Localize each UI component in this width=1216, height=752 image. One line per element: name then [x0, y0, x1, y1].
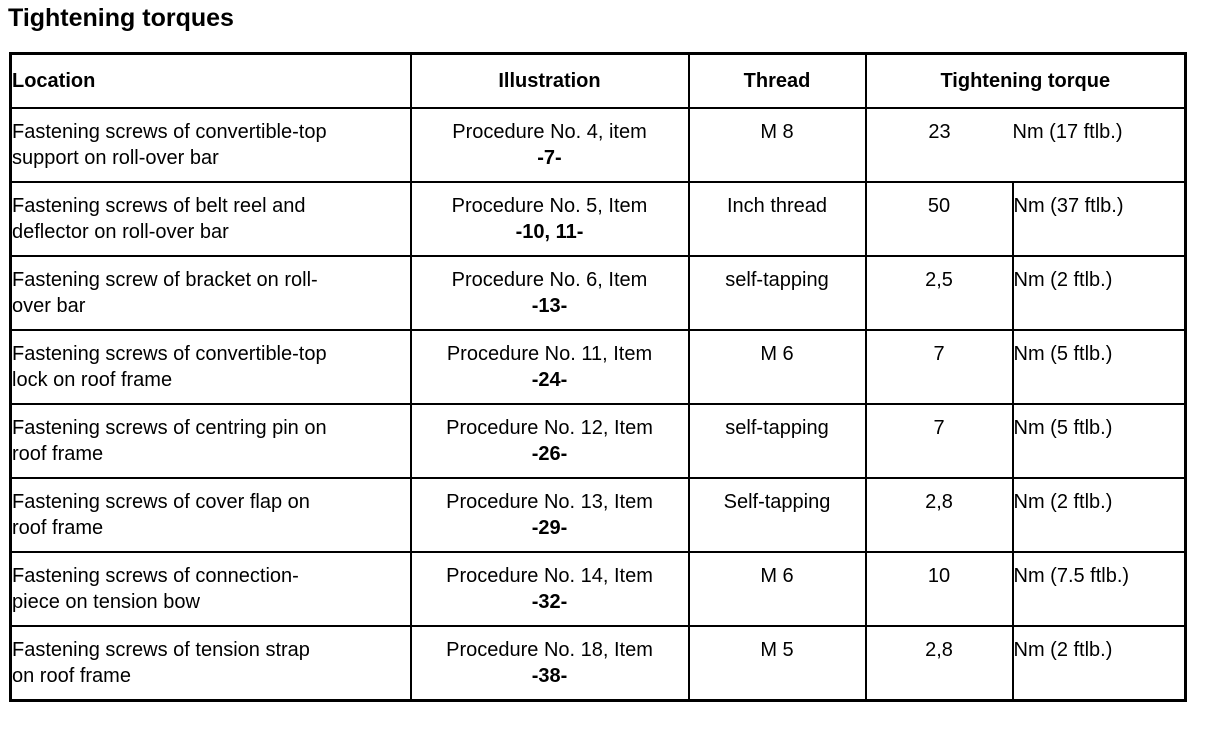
location-cell: [11, 552, 411, 626]
table-row: [11, 404, 1186, 478]
illustration-cell: [411, 256, 689, 330]
procedure-text: Procedure No. 5, Item: [451, 195, 648, 217]
thread-cell: M 6: [689, 330, 866, 404]
header-tightening-torque: Tightening torque: [866, 54, 1186, 109]
torque-value-cell: 2,8: [866, 478, 1013, 552]
item-number: -10, 11-: [515, 221, 584, 243]
item-number: -38-: [531, 665, 568, 687]
item-number: -32-: [531, 591, 568, 613]
location-cell: [11, 256, 411, 330]
item-number: -29-: [531, 517, 568, 539]
table-row: [11, 552, 1186, 626]
illustration-cell: [411, 108, 689, 182]
torque-unit-cell: Nm (7.5 ftlb.): [1013, 552, 1186, 626]
header-location: Location: [11, 54, 411, 109]
torque-unit-cell: Nm (37 ftlb.): [1013, 182, 1186, 256]
location-line: roof frame: [12, 517, 104, 539]
thread-cell: M 8: [689, 108, 866, 182]
header-illustration: Illustration: [411, 54, 689, 109]
thread-cell: self-tapping: [689, 256, 866, 330]
item-number: -26-: [531, 443, 568, 465]
thread-cell: Inch thread: [689, 182, 866, 256]
table-row: [11, 108, 1186, 182]
tightening-torque-table: [9, 52, 1187, 702]
procedure-text: Procedure No. 12, Item: [446, 417, 653, 439]
torque-value-cell: 50: [866, 182, 1013, 256]
header-thread: Thread: [689, 54, 866, 109]
location-line: piece on tension bow: [12, 591, 200, 613]
location-line: over bar: [12, 295, 86, 317]
procedure-text: Procedure No. 6, Item: [451, 269, 648, 291]
location-line: Fastening screws of convertible-top: [12, 121, 327, 143]
location-cell: [11, 108, 411, 182]
location-cell: [11, 404, 411, 478]
illustration-cell: [411, 330, 689, 404]
page-title: Tightening torques: [8, 4, 234, 32]
torque-value-cell: 7: [866, 330, 1013, 404]
location-cell: [11, 182, 411, 256]
thread-cell: self-tapping: [689, 404, 866, 478]
illustration-cell: [411, 182, 689, 256]
location-line: deflector on roll-over bar: [12, 221, 229, 243]
torque-unit-cell: Nm (5 ftlb.): [1013, 404, 1186, 478]
procedure-text: Procedure No. 11, Item: [446, 343, 653, 365]
torque-unit-cell: Nm (2 ftlb.): [1013, 478, 1186, 552]
location-line: Fastening screws of belt reel and: [12, 195, 306, 217]
location-cell: [11, 478, 411, 552]
location-line: Fastening screws of centring pin on: [12, 417, 327, 439]
torque-unit-cell: Nm (2 ftlb.): [1013, 256, 1186, 330]
illustration-cell: [411, 478, 689, 552]
procedure-text: Procedure No. 14, Item: [446, 565, 653, 587]
table-header-row: [11, 54, 1186, 109]
torque-value-cell: 23: [866, 108, 1013, 182]
location-line: lock on roof frame: [12, 369, 173, 391]
procedure-text: Procedure No. 4, item: [452, 121, 647, 143]
location-line: Fastening screws of cover flap on: [12, 491, 310, 513]
table-row: [11, 626, 1186, 700]
torque-unit-cell: Nm (17 ftlb.): [1013, 108, 1186, 182]
location-line: on roof frame: [12, 665, 131, 687]
procedure-text: Procedure No. 18, Item: [446, 639, 653, 661]
table-row: [11, 330, 1186, 404]
location-line: Fastening screws of tension strap: [12, 639, 310, 661]
torque-value-cell: 7: [866, 404, 1013, 478]
item-number: -13-: [531, 295, 568, 317]
thread-cell: M 5: [689, 626, 866, 700]
torque-value-cell: 10: [866, 552, 1013, 626]
location-cell: [11, 626, 411, 700]
illustration-cell: [411, 626, 689, 700]
location-cell: [11, 330, 411, 404]
thread-cell: M 6: [689, 552, 866, 626]
location-line: Fastening screws of connection-: [12, 565, 299, 587]
table-row: [11, 478, 1186, 552]
procedure-text: Procedure No. 13, Item: [446, 491, 653, 513]
torque-unit-cell: Nm (2 ftlb.): [1013, 626, 1186, 700]
location-line: Fastening screws of convertible-top: [12, 343, 327, 365]
item-number: -7-: [537, 147, 562, 169]
item-number: -24-: [531, 369, 568, 391]
illustration-cell: [411, 404, 689, 478]
location-line: Fastening screw of bracket on roll-: [12, 269, 318, 291]
torque-unit-cell: Nm (5 ftlb.): [1013, 330, 1186, 404]
location-line: roof frame: [12, 443, 104, 465]
location-line: support on roll-over bar: [12, 147, 219, 169]
torque-value-cell: 2,8: [866, 626, 1013, 700]
table-row: [11, 182, 1186, 256]
thread-cell: Self-tapping: [689, 478, 866, 552]
illustration-cell: [411, 552, 689, 626]
table-row: [11, 256, 1186, 330]
torque-value-cell: 2,5: [866, 256, 1013, 330]
